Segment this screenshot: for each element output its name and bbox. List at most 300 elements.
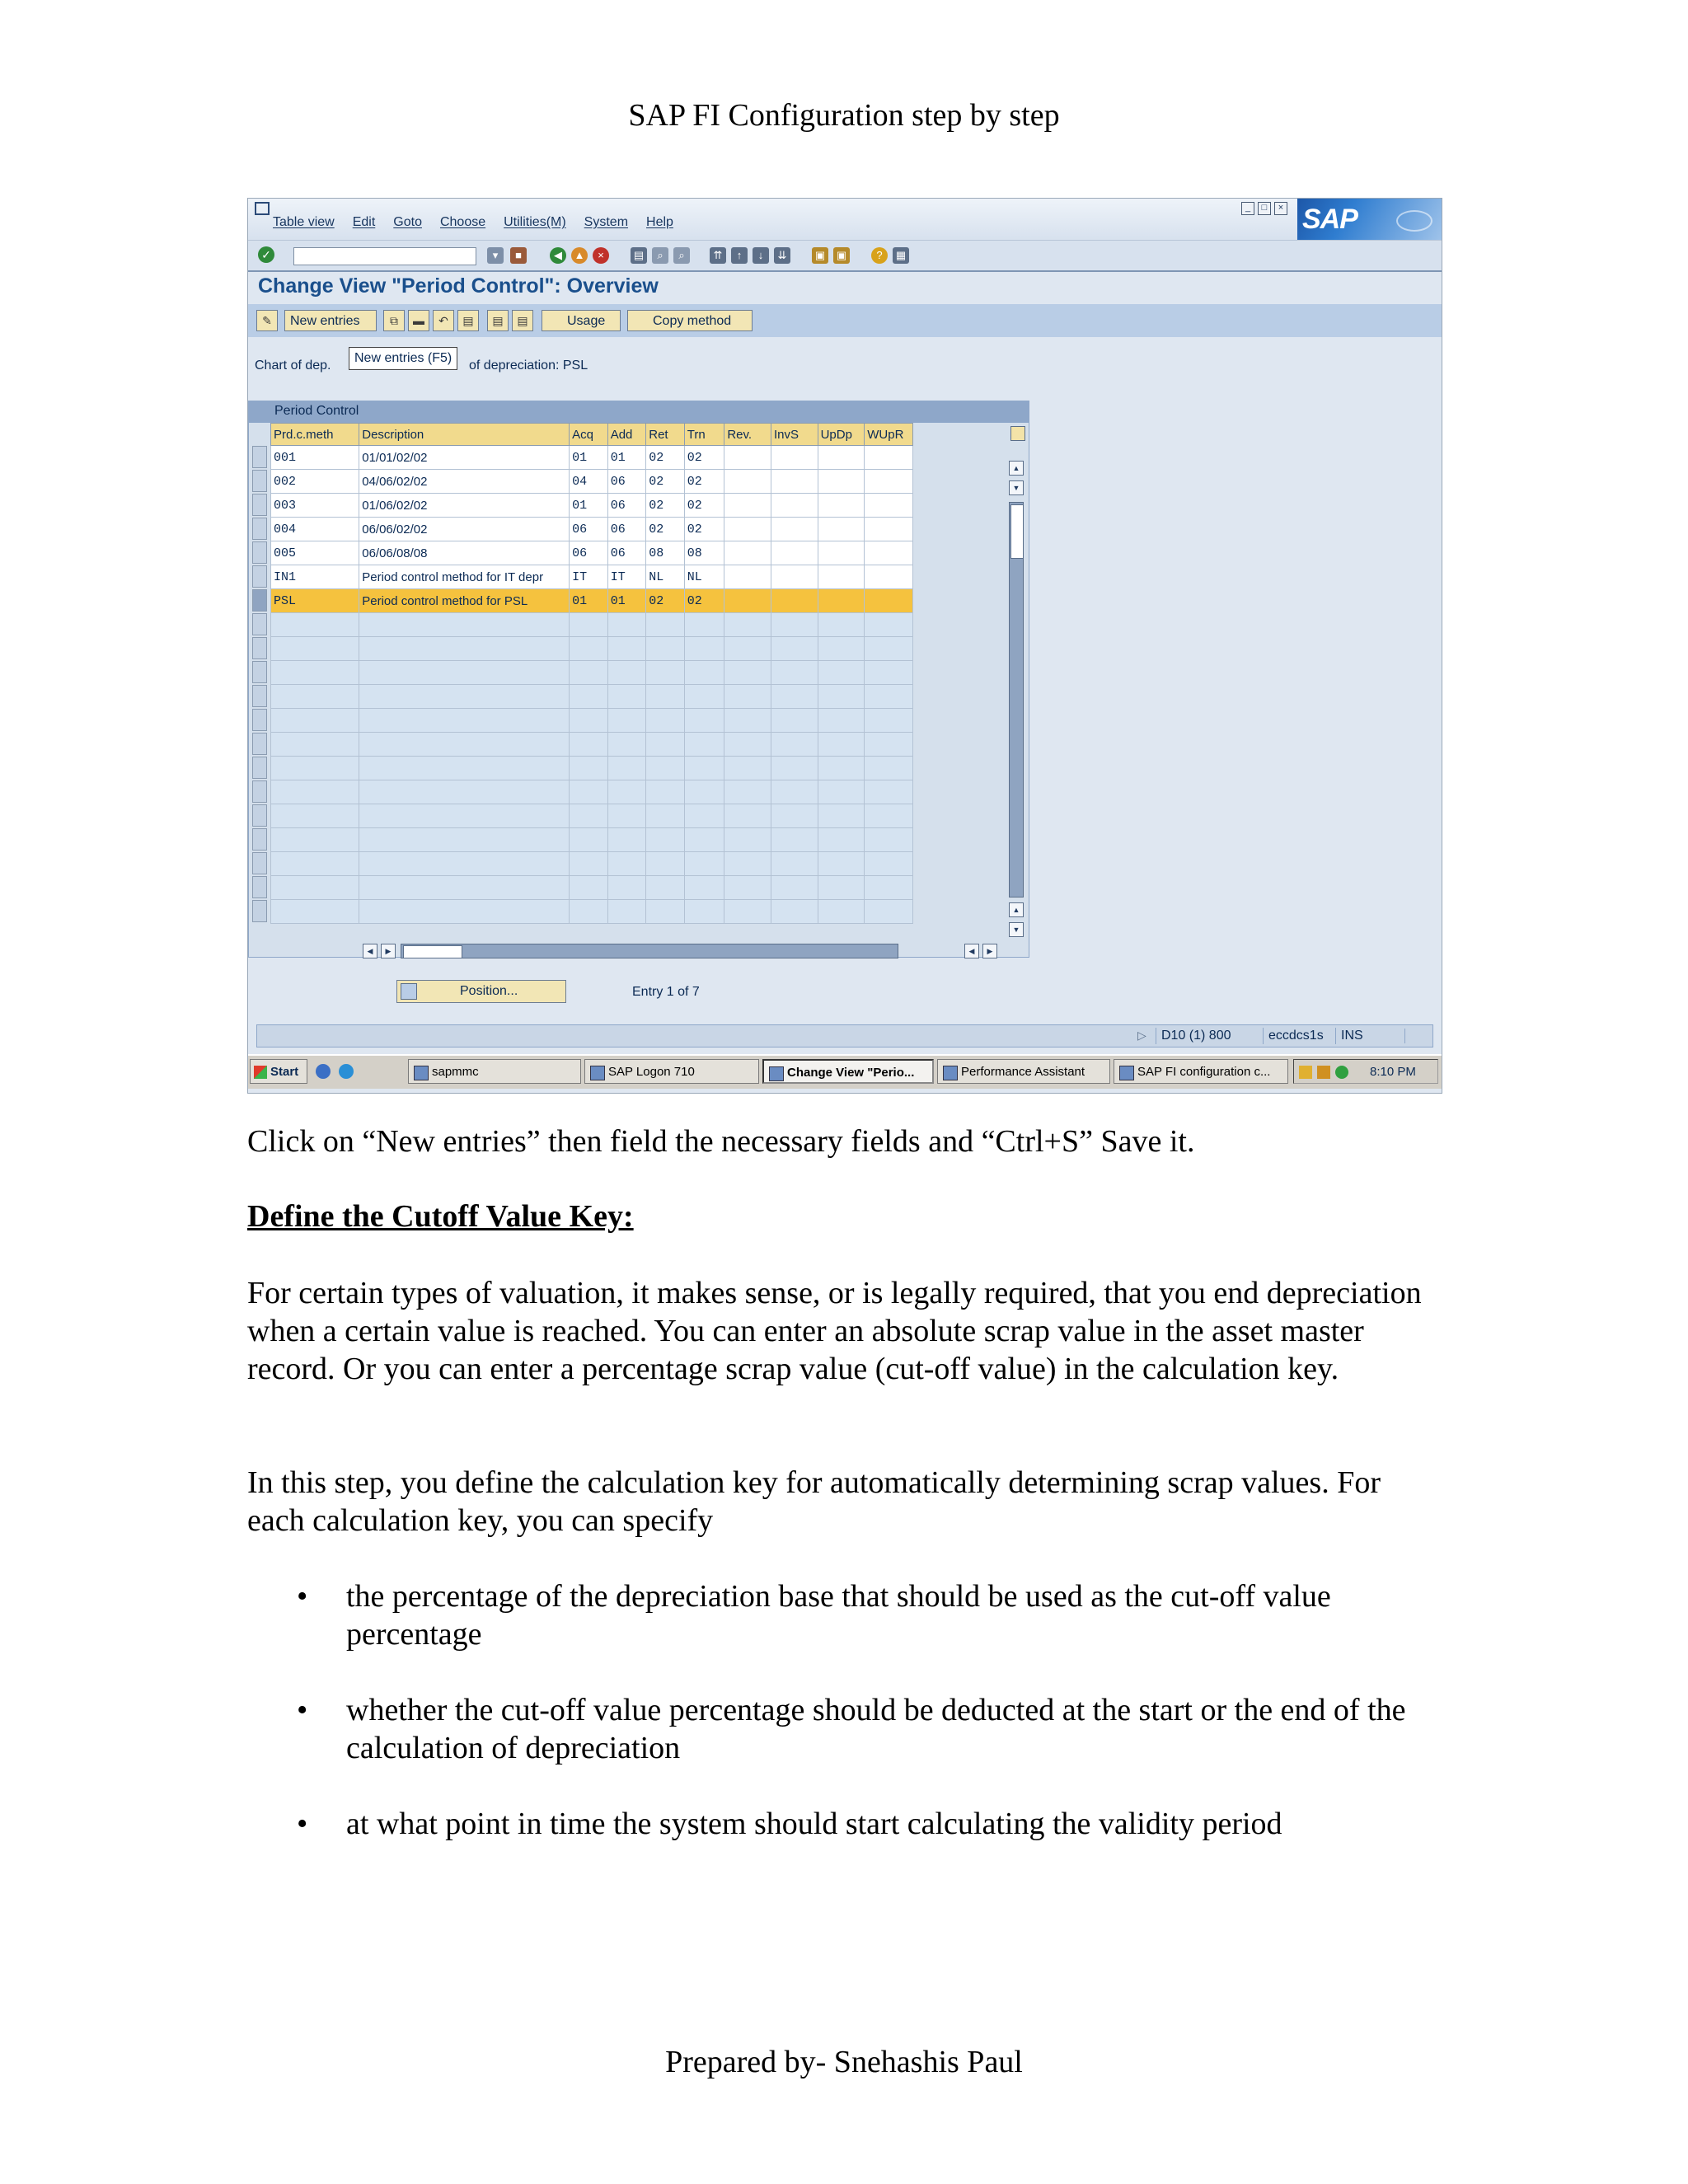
table-cell[interactable] [607, 637, 646, 661]
table-cell[interactable] [724, 709, 771, 733]
table-cell[interactable]: 01 [607, 446, 646, 470]
tray-warning-icon[interactable] [1317, 1066, 1330, 1079]
table-cell[interactable] [359, 757, 570, 780]
table-row[interactable] [271, 852, 913, 876]
table-cell[interactable]: IT [607, 565, 646, 589]
table-cell[interactable]: 04 [570, 470, 608, 494]
row-selector[interactable] [252, 446, 267, 468]
row-selector[interactable] [252, 541, 267, 564]
table-cell[interactable] [818, 661, 865, 685]
table-cell[interactable] [818, 733, 865, 757]
scroll-up-icon[interactable]: ▲ [1009, 461, 1024, 476]
table-cell[interactable] [818, 494, 865, 518]
table-cell[interactable] [724, 589, 771, 613]
table-cell[interactable] [818, 804, 865, 828]
table-cell[interactable] [724, 780, 771, 804]
tray-status-icon[interactable] [1335, 1066, 1348, 1079]
row-selector[interactable] [252, 470, 267, 492]
table-cell[interactable] [359, 804, 570, 828]
print-icon[interactable]: ▤ [631, 247, 647, 264]
table-cell[interactable] [646, 828, 685, 852]
table-cell[interactable] [684, 709, 724, 733]
menu-choose[interactable]: Choose [439, 215, 486, 229]
table-row[interactable] [271, 804, 913, 828]
column-header[interactable]: Ret [646, 424, 685, 446]
table-cell[interactable]: 02 [684, 518, 724, 541]
table-cell[interactable]: NL [646, 565, 685, 589]
table-cell[interactable] [646, 637, 685, 661]
table-row[interactable] [271, 518, 913, 541]
table-row[interactable] [271, 876, 913, 900]
menu-system[interactable]: System [584, 215, 629, 229]
table-cell[interactable] [570, 828, 608, 852]
table-cell[interactable]: 01 [607, 589, 646, 613]
table-cell[interactable] [865, 637, 913, 661]
table-cell[interactable] [607, 876, 646, 900]
table-cell[interactable] [646, 733, 685, 757]
scroll-down-icon[interactable]: ▼ [1009, 922, 1024, 937]
table-cell[interactable] [724, 804, 771, 828]
table-cell[interactable] [271, 733, 359, 757]
table-cell[interactable]: 06/06/08/08 [359, 541, 570, 565]
table-cell[interactable] [684, 804, 724, 828]
table-cell[interactable] [684, 661, 724, 685]
table-row[interactable] [271, 828, 913, 852]
table-cell[interactable] [771, 589, 818, 613]
column-header[interactable]: Description [359, 424, 570, 446]
table-cell[interactable] [359, 613, 570, 637]
table-cell[interactable]: 02 [646, 518, 685, 541]
table-cell[interactable]: 002 [271, 470, 359, 494]
column-header[interactable]: WUpR [865, 424, 913, 446]
table-cell[interactable] [607, 900, 646, 924]
table-row[interactable] [271, 757, 913, 780]
table-cell[interactable] [359, 709, 570, 733]
select-all-icon[interactable]: ▤ [457, 310, 479, 331]
table-cell[interactable] [818, 709, 865, 733]
new-entries-button[interactable]: New entries [284, 310, 377, 331]
table-cell[interactable] [271, 685, 359, 709]
table-cell[interactable] [818, 780, 865, 804]
table-cell[interactable]: 001 [271, 446, 359, 470]
table-cell[interactable] [771, 876, 818, 900]
table-cell[interactable] [818, 541, 865, 565]
table-cell[interactable]: Period control method for IT depr [359, 565, 570, 589]
first-page-icon[interactable]: ⇈ [710, 247, 726, 264]
table-cell[interactable] [771, 733, 818, 757]
table-cell[interactable] [818, 852, 865, 876]
table-cell[interactable] [646, 780, 685, 804]
table-row[interactable] [271, 541, 913, 565]
table-cell[interactable] [570, 685, 608, 709]
table-cell[interactable] [771, 565, 818, 589]
close-icon[interactable]: × [1274, 202, 1287, 215]
deselect-all-icon[interactable]: ▤ [512, 310, 533, 331]
table-cell[interactable]: IT [570, 565, 608, 589]
table-cell[interactable] [684, 637, 724, 661]
scroll-first-column-icon[interactable]: ◀ [964, 944, 979, 958]
back-icon[interactable]: ◀ [550, 247, 566, 264]
table-cell[interactable] [865, 541, 913, 565]
table-cell[interactable] [359, 685, 570, 709]
table-cell[interactable] [771, 637, 818, 661]
table-row[interactable] [271, 613, 913, 637]
table-cell[interactable] [818, 685, 865, 709]
vertical-scrollbar[interactable] [1009, 502, 1024, 898]
table-cell[interactable] [771, 661, 818, 685]
vertical-scroll-thumb[interactable] [1010, 504, 1024, 559]
table-cell[interactable] [607, 757, 646, 780]
column-header[interactable]: InvS [771, 424, 818, 446]
table-cell[interactable] [818, 470, 865, 494]
table-cell[interactable]: NL [684, 565, 724, 589]
table-cell[interactable] [359, 780, 570, 804]
column-header[interactable]: Add [607, 424, 646, 446]
table-cell[interactable] [771, 804, 818, 828]
taskbar-item-fi-configuration[interactable]: SAP FI configuration c... [1114, 1059, 1288, 1084]
row-selector[interactable] [252, 589, 267, 612]
taskbar-item-performance-assistant[interactable]: Performance Assistant [937, 1059, 1110, 1084]
table-cell[interactable] [865, 804, 913, 828]
table-cell[interactable] [724, 565, 771, 589]
table-row[interactable] [271, 661, 913, 685]
select-block-icon[interactable]: ▤ [487, 310, 509, 331]
column-header[interactable]: Prd.c.meth [271, 424, 359, 446]
table-cell[interactable] [865, 757, 913, 780]
table-cell[interactable] [570, 613, 608, 637]
table-cell[interactable] [684, 613, 724, 637]
row-selector[interactable] [252, 565, 267, 588]
table-cell[interactable] [271, 709, 359, 733]
table-cell[interactable] [359, 637, 570, 661]
delete-icon[interactable]: ▬ [408, 310, 429, 331]
table-cell[interactable]: 003 [271, 494, 359, 518]
row-selector[interactable] [252, 709, 267, 731]
table-cell[interactable] [359, 828, 570, 852]
table-cell[interactable] [865, 661, 913, 685]
table-cell[interactable] [359, 733, 570, 757]
position-button[interactable]: Position... [396, 980, 566, 1003]
table-cell[interactable]: 06 [570, 541, 608, 565]
table-cell[interactable] [570, 852, 608, 876]
display-change-icon[interactable]: ✎ [256, 310, 278, 331]
table-cell[interactable] [271, 876, 359, 900]
table-cell[interactable] [646, 685, 685, 709]
table-cell[interactable] [865, 709, 913, 733]
table-cell[interactable] [359, 876, 570, 900]
usage-button[interactable]: Usage [542, 310, 621, 331]
table-cell[interactable] [607, 733, 646, 757]
column-header[interactable]: Trn [684, 424, 724, 446]
table-cell[interactable]: 02 [684, 470, 724, 494]
menu-help[interactable]: Help [646, 215, 673, 229]
tray-folder-icon[interactable] [1299, 1066, 1312, 1079]
table-cell[interactable] [646, 876, 685, 900]
table-cell[interactable] [684, 852, 724, 876]
table-cell[interactable]: 02 [646, 589, 685, 613]
table-cell[interactable] [771, 518, 818, 541]
row-selector[interactable] [252, 852, 267, 874]
page-up-icon[interactable]: ▼ [1009, 480, 1024, 495]
table-cell[interactable]: 02 [684, 446, 724, 470]
table-cell[interactable] [607, 613, 646, 637]
resize-grip-icon[interactable] [1404, 1029, 1425, 1043]
table-cell[interactable] [818, 518, 865, 541]
menu-utilities[interactable]: Utilities(M) [504, 215, 566, 229]
table-row[interactable] [271, 589, 913, 613]
table-cell[interactable] [865, 900, 913, 924]
help-icon[interactable]: ? [871, 247, 888, 264]
table-cell[interactable]: Period control method for PSL [359, 589, 570, 613]
browser-icon[interactable] [339, 1064, 354, 1079]
table-cell[interactable] [865, 470, 913, 494]
table-cell[interactable] [724, 613, 771, 637]
table-row[interactable] [271, 780, 913, 804]
table-cell[interactable] [724, 518, 771, 541]
table-cell[interactable] [865, 780, 913, 804]
exit-icon[interactable]: ▲ [571, 247, 588, 264]
table-row[interactable] [271, 494, 913, 518]
table-cell[interactable] [865, 876, 913, 900]
table-cell[interactable] [646, 804, 685, 828]
table-cell[interactable] [771, 446, 818, 470]
row-selector[interactable] [252, 685, 267, 707]
table-cell[interactable] [271, 757, 359, 780]
table-cell[interactable]: 02 [684, 494, 724, 518]
scroll-left-icon[interactable]: ◀ [363, 944, 377, 958]
column-header[interactable]: Acq [570, 424, 608, 446]
new-session-icon[interactable]: ▣ [812, 247, 828, 264]
table-cell[interactable]: 01/01/02/02 [359, 446, 570, 470]
table-cell[interactable] [646, 661, 685, 685]
table-cell[interactable] [818, 565, 865, 589]
menu-edit[interactable]: Edit [352, 215, 376, 229]
table-cell[interactable]: 04/06/02/02 [359, 470, 570, 494]
table-cell[interactable] [359, 661, 570, 685]
table-cell[interactable] [724, 828, 771, 852]
table-cell[interactable]: 005 [271, 541, 359, 565]
table-row[interactable] [271, 565, 913, 589]
table-cell[interactable] [818, 637, 865, 661]
table-cell[interactable] [771, 709, 818, 733]
row-selector[interactable] [252, 518, 267, 540]
table-cell[interactable] [684, 685, 724, 709]
table-cell[interactable]: 01/06/02/02 [359, 494, 570, 518]
table-cell[interactable] [684, 900, 724, 924]
table-cell[interactable] [607, 828, 646, 852]
row-selector[interactable] [252, 661, 267, 683]
table-cell[interactable] [818, 757, 865, 780]
table-cell[interactable] [865, 589, 913, 613]
copy-method-button[interactable]: Copy method [627, 310, 753, 331]
table-cell[interactable] [570, 876, 608, 900]
status-expand-icon[interactable]: ▷ [1137, 1029, 1146, 1042]
row-selector[interactable] [252, 637, 267, 659]
table-cell[interactable] [271, 828, 359, 852]
row-selector[interactable] [252, 733, 267, 755]
row-selector[interactable] [252, 804, 267, 827]
desktop-icon[interactable] [316, 1064, 331, 1079]
table-cell[interactable]: 01 [570, 446, 608, 470]
cancel-icon[interactable]: × [593, 247, 609, 264]
row-selector[interactable] [252, 900, 267, 922]
table-cell[interactable]: 06 [607, 541, 646, 565]
copy-as-icon[interactable]: ⧉ [383, 310, 405, 331]
minimize-icon[interactable]: _ [1241, 202, 1254, 215]
table-cell[interactable] [771, 685, 818, 709]
table-cell[interactable] [684, 733, 724, 757]
table-cell[interactable] [570, 780, 608, 804]
table-row[interactable] [271, 637, 913, 661]
column-header[interactable]: Rev. [724, 424, 771, 446]
table-cell[interactable]: 02 [646, 470, 685, 494]
table-cell[interactable] [271, 613, 359, 637]
horizontal-scroll-thumb[interactable] [403, 945, 462, 958]
page-down-icon[interactable]: ▲ [1009, 902, 1024, 917]
table-cell[interactable] [724, 494, 771, 518]
table-cell[interactable] [570, 637, 608, 661]
history-dropdown-icon[interactable]: ▾ [487, 247, 504, 264]
table-cell[interactable] [818, 900, 865, 924]
table-cell[interactable] [271, 804, 359, 828]
layout-menu-icon[interactable]: ▦ [893, 247, 909, 264]
table-cell[interactable] [771, 852, 818, 876]
table-cell[interactable]: 08 [646, 541, 685, 565]
table-cell[interactable] [646, 852, 685, 876]
table-cell[interactable]: 02 [646, 446, 685, 470]
menu-table-view[interactable]: Table view [273, 215, 335, 229]
start-button[interactable]: Start [250, 1059, 307, 1084]
table-cell[interactable] [646, 709, 685, 733]
table-cell[interactable]: PSL [271, 589, 359, 613]
table-cell[interactable] [724, 900, 771, 924]
table-cell[interactable] [570, 804, 608, 828]
window-menu-icon[interactable] [255, 202, 270, 215]
table-cell[interactable] [865, 613, 913, 637]
table-cell[interactable] [865, 494, 913, 518]
table-cell[interactable] [646, 900, 685, 924]
find-next-icon[interactable]: ⌕ [673, 247, 690, 264]
table-cell[interactable] [865, 518, 913, 541]
table-row[interactable] [271, 446, 913, 470]
table-cell[interactable] [646, 613, 685, 637]
table-row[interactable] [271, 733, 913, 757]
row-selector[interactable] [252, 828, 267, 851]
table-cell[interactable] [684, 828, 724, 852]
table-cell[interactable] [724, 852, 771, 876]
table-cell[interactable] [724, 757, 771, 780]
table-cell[interactable]: 004 [271, 518, 359, 541]
table-cell[interactable] [359, 852, 570, 876]
table-cell[interactable] [771, 613, 818, 637]
table-cell[interactable] [771, 780, 818, 804]
table-cell[interactable] [570, 733, 608, 757]
table-cell[interactable] [271, 852, 359, 876]
row-selector[interactable] [252, 780, 267, 803]
row-selector[interactable] [252, 494, 267, 516]
table-cell[interactable]: 01 [570, 589, 608, 613]
table-cell[interactable] [684, 780, 724, 804]
previous-page-icon[interactable]: ↑ [731, 247, 748, 264]
table-cell[interactable] [570, 900, 608, 924]
table-row[interactable] [271, 685, 913, 709]
table-cell[interactable] [684, 876, 724, 900]
table-cell[interactable] [570, 709, 608, 733]
maximize-icon[interactable]: □ [1258, 202, 1271, 215]
table-cell[interactable] [570, 757, 608, 780]
table-cell[interactable] [865, 828, 913, 852]
table-cell[interactable] [607, 709, 646, 733]
table-cell[interactable] [865, 852, 913, 876]
table-row[interactable] [271, 470, 913, 494]
table-cell[interactable] [771, 494, 818, 518]
table-cell[interactable] [771, 900, 818, 924]
table-cell[interactable] [724, 446, 771, 470]
table-cell[interactable] [724, 541, 771, 565]
table-row[interactable] [271, 900, 913, 924]
table-cell[interactable] [359, 900, 570, 924]
find-icon[interactable]: ⌕ [652, 247, 668, 264]
table-cell[interactable]: IN1 [271, 565, 359, 589]
table-cell[interactable] [271, 661, 359, 685]
table-cell[interactable] [271, 780, 359, 804]
table-cell[interactable] [271, 900, 359, 924]
table-cell[interactable] [771, 541, 818, 565]
table-row[interactable] [271, 709, 913, 733]
undo-change-icon[interactable]: ↶ [433, 310, 454, 331]
column-header[interactable]: UpDp [818, 424, 865, 446]
row-selector[interactable] [252, 876, 267, 898]
taskbar-item-change-view[interactable]: Change View "Perio... [762, 1059, 934, 1084]
table-cell[interactable]: 06 [607, 470, 646, 494]
table-cell[interactable] [607, 685, 646, 709]
table-cell[interactable] [607, 661, 646, 685]
table-cell[interactable] [607, 852, 646, 876]
table-cell[interactable] [607, 780, 646, 804]
table-cell[interactable]: 06/06/02/02 [359, 518, 570, 541]
scroll-right-icon[interactable]: ▶ [381, 944, 396, 958]
table-cell[interactable] [724, 733, 771, 757]
table-cell[interactable]: 02 [684, 589, 724, 613]
table-cell[interactable] [724, 685, 771, 709]
table-cell[interactable]: 06 [607, 494, 646, 518]
horizontal-scrollbar[interactable] [401, 944, 898, 958]
table-cell[interactable] [865, 733, 913, 757]
table-cell[interactable] [818, 589, 865, 613]
table-cell[interactable] [570, 661, 608, 685]
column-settings-icon[interactable] [1010, 426, 1025, 441]
menu-goto[interactable]: Goto [393, 215, 422, 229]
table-cell[interactable]: 01 [570, 494, 608, 518]
table-cell[interactable] [607, 804, 646, 828]
table-cell[interactable] [771, 828, 818, 852]
table-cell[interactable] [724, 661, 771, 685]
last-page-icon[interactable]: ⇊ [774, 247, 790, 264]
next-page-icon[interactable]: ↓ [753, 247, 769, 264]
table-cell[interactable] [818, 876, 865, 900]
scroll-last-column-icon[interactable]: ▶ [982, 944, 997, 958]
table-cell[interactable] [771, 470, 818, 494]
table-cell[interactable]: 06 [570, 518, 608, 541]
enter-check-icon[interactable]: ✓ [258, 246, 274, 263]
table-cell[interactable] [271, 637, 359, 661]
table-cell[interactable] [724, 470, 771, 494]
table-cell[interactable] [771, 757, 818, 780]
table-cell[interactable]: 06 [607, 518, 646, 541]
table-cell[interactable] [684, 757, 724, 780]
row-selector[interactable] [252, 613, 267, 635]
table-cell[interactable] [818, 828, 865, 852]
